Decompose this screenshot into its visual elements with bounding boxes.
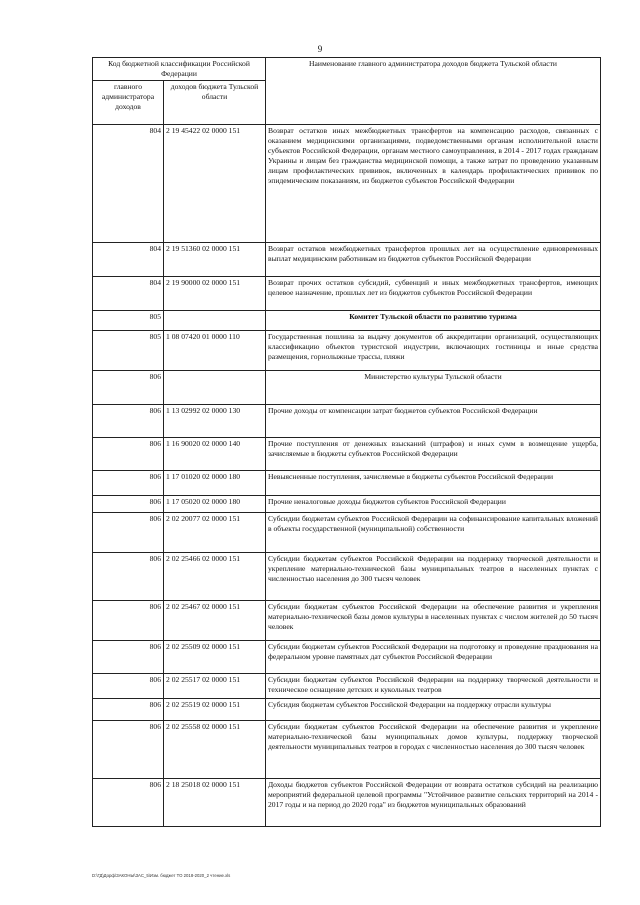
cell-revenue-code: 1 17 05020 02 0000 180: [164, 496, 266, 513]
table-row: [93, 243, 601, 277]
page-number: 9: [317, 44, 323, 54]
cell-revenue-name: Субсидии бюджетам субъектов Российской Федерации на поддержку творческой деятельности и укрепление материально-технической базы муниципальных театров в населенных пунктах с численностью населения до 300 тысяч человек: [266, 553, 601, 601]
cell-admin-code: 806: [93, 553, 164, 601]
cell-admin-code: 806: [93, 699, 164, 721]
cell-revenue-name: Прочие неналоговые доходы бюджетов субъектов Российской Федерации: [266, 496, 601, 513]
table-row: [93, 277, 601, 311]
cell-admin-code: 806: [93, 513, 164, 553]
cell-revenue-code: 2 18 25018 02 0000 151: [164, 779, 266, 827]
cell-revenue-code: 2 19 90000 02 0000 151: [164, 277, 266, 311]
cell-revenue-code: 2 02 25517 02 0000 151: [164, 674, 266, 699]
header-budget-code-group: Код бюджетной классификации Российской Федерации: [93, 58, 266, 81]
section-title: Министерство культуры Тульской области: [266, 371, 601, 405]
cell-admin-code: 806: [93, 405, 164, 438]
cell-admin-code: 806: [93, 601, 164, 641]
table-row: [93, 721, 601, 779]
cell-revenue-name: Возврат остатков межбюджетных трансфертов прошлых лет на осуществление единовременных выплат медицинским работникам из бюджетов субъектов Российской Федерации: [266, 243, 601, 277]
section-row: [93, 311, 601, 331]
cell-revenue-name: Возврат прочих остатков субсидий, субвенций и иных межбюджетных трансфертов, имеющих целевое назначение, прошлых лет из бюджетов субъектов Российской Федерации: [266, 277, 601, 311]
cell-revenue-code: 2 19 51360 02 0000 151: [164, 243, 266, 277]
cell-revenue-name: Субсидии бюджетам субъектов Российской Федерации на обеспечение развития и укрепление материально-технической базы муниципальных домов культуры, поддержку творческой деятельности муниципальных театров в городах с численностью населения до 300 тысяч человек: [266, 721, 601, 779]
cell-revenue-code: 2 02 25509 02 0000 151: [164, 641, 266, 674]
cell-revenue-code: 1 08 07420 01 0000 110: [164, 331, 266, 371]
table-row: [93, 553, 601, 601]
header-administrator-name: Наименование главного администратора доходов бюджета Тульской области: [266, 58, 601, 125]
budget-classification-table: [92, 57, 601, 827]
cell-revenue-code: [164, 371, 266, 405]
cell-admin-code: 804: [93, 243, 164, 277]
table-row: [93, 779, 601, 827]
cell-revenue-code: 2 02 25558 02 0000 151: [164, 721, 266, 779]
cell-revenue-name: Невыясненные поступления, зачисляемые в бюджеты субъектов Российской Федерации: [266, 471, 601, 496]
cell-revenue-name: Доходы бюджетов субъектов Российской Федерации от возврата остатков субсидий на реализацию мероприятий федеральной целевой программы "Устойчивое развитие сельских территорий на 2014 - 2017 годы и на период до 2020 года" из бюджетов муниципальных образований: [266, 779, 601, 827]
table-row: [93, 699, 601, 721]
table-row: [93, 496, 601, 513]
section-row: [93, 371, 601, 405]
cell-admin-code: 806: [93, 471, 164, 496]
cell-admin-code: 804: [93, 125, 164, 243]
table-row: [93, 674, 601, 699]
cell-admin-code: 805: [93, 331, 164, 371]
cell-revenue-name: Возврат остатков иных межбюджетных трансфертов на компенсацию расходов, связанных с оказанием медицинскими организациями, подведомственными органам исполнительной власти субъектов Российской Федерации, органам местного самоуправления, в 2014 - 2017 годах гражданам Украины и лицам без гражданства медицинской помощи, а также затрат по проведению указанным лицам профилактических прививок, включенных в календарь профилактических прививок по эпидемическим показаниям, из бюджетов субъектов Российской Федерации: [266, 125, 601, 243]
cell-admin-code: 805: [93, 311, 164, 331]
table-row: [93, 438, 601, 471]
table-row: [93, 471, 601, 496]
cell-admin-code: 806: [93, 438, 164, 471]
cell-revenue-name: Субсидии бюджетам субъектов Российской Федерации на подготовку и проведение празднования на федеральном уровне памятных дат субъектов Российской Федерации: [266, 641, 601, 674]
cell-admin-code: 806: [93, 496, 164, 513]
cell-revenue-code: 1 17 01020 02 0000 180: [164, 471, 266, 496]
header-revenue-code: доходов бюджета Тульской области: [164, 81, 266, 125]
cell-revenue-name: Субсидии бюджетам субъектов Российской Федерации на обеспечение развития и укрепления материально-технической базы домов культуры в населенных пунктах с числом жителей до 50 тысяч человек: [266, 601, 601, 641]
header-admin-code: главного администратора доходов: [93, 81, 164, 125]
table-row: [93, 641, 601, 674]
cell-revenue-name: Государственная пошлина за выдачу документов об аккредитации организаций, осуществляющих классификацию объектов туристской индустрии, включающих гостиницы и иные средства размещения, горнолыжные трассы, пляжи: [266, 331, 601, 371]
cell-admin-code: 806: [93, 674, 164, 699]
cell-revenue-name: Субсидия бюджетам субъектов Российской Федерации на поддержку отрасли культуры: [266, 699, 601, 721]
cell-revenue-code: 1 16 90020 02 0000 140: [164, 438, 266, 471]
cell-revenue-code: 2 02 20077 02 0000 151: [164, 513, 266, 553]
cell-revenue-code: 2 02 25519 02 0000 151: [164, 699, 266, 721]
cell-revenue-code: [164, 311, 266, 331]
section-title: Комитет Тульской области по развитию туризма: [266, 311, 601, 331]
cell-revenue-code: 1 13 02992 02 0000 130: [164, 405, 266, 438]
cell-admin-code: 804: [93, 277, 164, 311]
cell-revenue-name: Субсидии бюджетам субъектов Российской Федерации на софинансирование капитальных вложений в объекты государственной (муниципальной) собственности: [266, 513, 601, 553]
file-path-footer: D:\ГД\Дорф\ЗАКОНЫ\ЗАС_5\Изм. бюджет ТО 2018-2020_2 чтение.xls: [92, 873, 231, 878]
cell-admin-code: 806: [93, 371, 164, 405]
table-row: [93, 125, 601, 243]
cell-revenue-name: Прочие доходы от компенсации затрат бюджетов субъектов Российской Федерации: [266, 405, 601, 438]
cell-revenue-code: 2 02 25466 02 0000 151: [164, 553, 266, 601]
table-row: [93, 331, 601, 371]
cell-revenue-code: 2 02 25467 02 0000 151: [164, 601, 266, 641]
table-row: [93, 601, 601, 641]
cell-revenue-code: 2 19 45422 02 0000 151: [164, 125, 266, 243]
cell-admin-code: 806: [93, 641, 164, 674]
cell-revenue-name: Прочие поступления от денежных взысканий (штрафов) и иных сумм в возмещение ущерба, зачисляемые в бюджеты субъектов Российской Федерации: [266, 438, 601, 471]
cell-revenue-name: Субсидии бюджетам субъектов Российской Федерации на поддержку творческой деятельности и техническое оснащение детских и кукольных театров: [266, 674, 601, 699]
cell-admin-code: 806: [93, 721, 164, 779]
table-body: [93, 125, 601, 827]
table-row: [93, 405, 601, 438]
table-row: [93, 513, 601, 553]
cell-admin-code: 806: [93, 779, 164, 827]
